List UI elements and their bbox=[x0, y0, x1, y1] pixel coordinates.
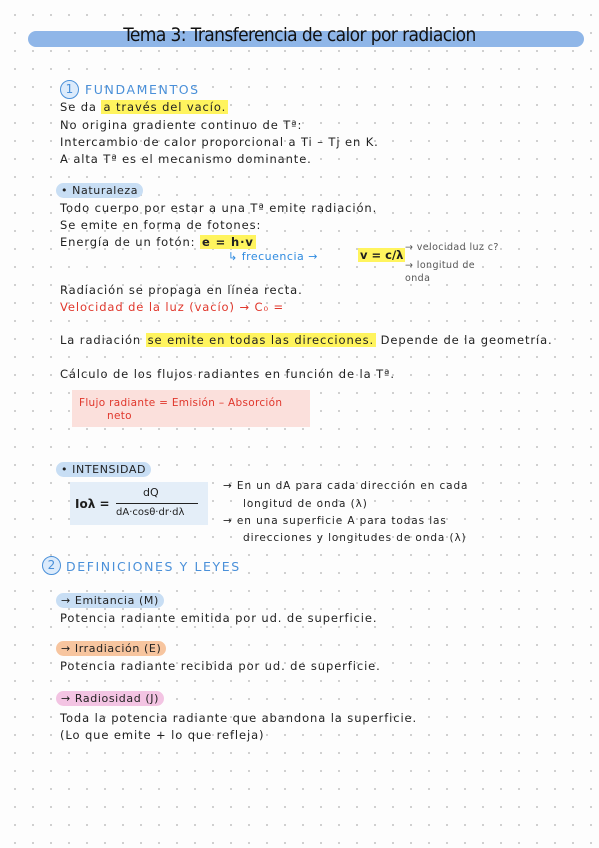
naturaleza-label: • Naturaleza bbox=[56, 183, 143, 198]
calculo-line: Cálculo de los flujos radiantes en función de la Tª. bbox=[60, 367, 395, 381]
radiosidad-desc: Toda la potencia radiante que abandona la superficie. bbox=[60, 711, 418, 725]
v-formula: v = c/λ bbox=[360, 248, 404, 262]
intensidad-note-2a: → en una superficie A para todas las bbox=[223, 515, 447, 527]
section-1-number: 1 bbox=[60, 80, 79, 99]
note-longitud-onda: → longitud de onda bbox=[405, 260, 475, 284]
emitancia-desc: Potencia radiante emitida por ud. de superficie. bbox=[60, 611, 378, 625]
page-title: Tema 3: Transferencia de calor por radiacion bbox=[123, 24, 476, 46]
section-2-heading: DEFINICIONES Y LEYES bbox=[66, 559, 241, 574]
naturaleza-line-2: Se emite en forma de fotones: bbox=[60, 218, 262, 232]
irradiacion-desc: Potencia radiante recibida por ud. de superficie. bbox=[60, 659, 381, 673]
intensidad-note-1b: longitud de onda (λ) bbox=[243, 498, 368, 510]
fundamentos-line-2: No origina gradiente continuo de Tª: bbox=[60, 118, 303, 132]
fraction-bar bbox=[116, 503, 198, 504]
fundamentos-line-4: A alta Tª es el mecanismo dominante. bbox=[60, 152, 312, 166]
section-1-heading: FUNDAMENTOS bbox=[85, 82, 200, 97]
radiosidad-label: → Radiosidad (J) bbox=[56, 691, 164, 706]
energia-foton-text: Energía de un fotón: bbox=[60, 235, 196, 249]
intensidad-label: • INTENSIDAD bbox=[56, 462, 151, 477]
direcciones-line bbox=[60, 333, 553, 347]
naturaleza-line-3 bbox=[60, 235, 256, 249]
direcciones-pre: La radiación bbox=[60, 333, 142, 347]
frecuencia-label: ↳ frecuencia → bbox=[228, 250, 318, 263]
flujo-formula-line-1: Flujo radiante = Emisión – Absorción bbox=[79, 397, 283, 409]
energia-formula: e = h·v bbox=[201, 235, 254, 249]
line-1-pre: Se da bbox=[60, 100, 97, 114]
naturaleza-line-4: Radiación se propaga en línea recta. bbox=[60, 283, 303, 297]
intensidad-denominator: dA·cosθ·dr·dλ bbox=[116, 507, 185, 518]
intensidad-numerator: dQ bbox=[143, 486, 159, 499]
note-velocidad-luz: → velocidad luz c? bbox=[405, 242, 499, 253]
intensidad-note-1a: → En un dA para cada dirección en cada bbox=[223, 480, 469, 492]
fundamentos-line-3: Intercambio de calor proporcional a Ti – Tj en K. bbox=[60, 135, 379, 149]
irradiacion-label: → Irradiación (E) bbox=[56, 641, 166, 656]
intensidad-lhs: Iᴏλ = bbox=[75, 497, 110, 511]
line-1-highlight: a través del vacío. bbox=[103, 100, 227, 114]
fundamentos-line-1 bbox=[60, 100, 228, 114]
radiosidad-desc-2: (Lo que emite + lo que refleja) bbox=[60, 728, 265, 742]
emitancia-label: → Emitancia (M) bbox=[56, 593, 164, 608]
direcciones-highlight: se emite en todas las direcciones. bbox=[147, 333, 375, 347]
naturaleza-line-1: Todo cuerpo por estar a una Tª emite radiación. bbox=[60, 201, 378, 215]
velocidad-luz-line: Velocidad de la luz (vacío) → C₀ = bbox=[60, 300, 285, 314]
section-2-number: 2 bbox=[42, 556, 61, 575]
flujo-formula-line-2: neto bbox=[107, 410, 132, 422]
intensidad-note-2b: direcciones y longitudes de onda (λ) bbox=[243, 532, 467, 544]
direcciones-post: Depende de la geometría. bbox=[380, 333, 553, 347]
